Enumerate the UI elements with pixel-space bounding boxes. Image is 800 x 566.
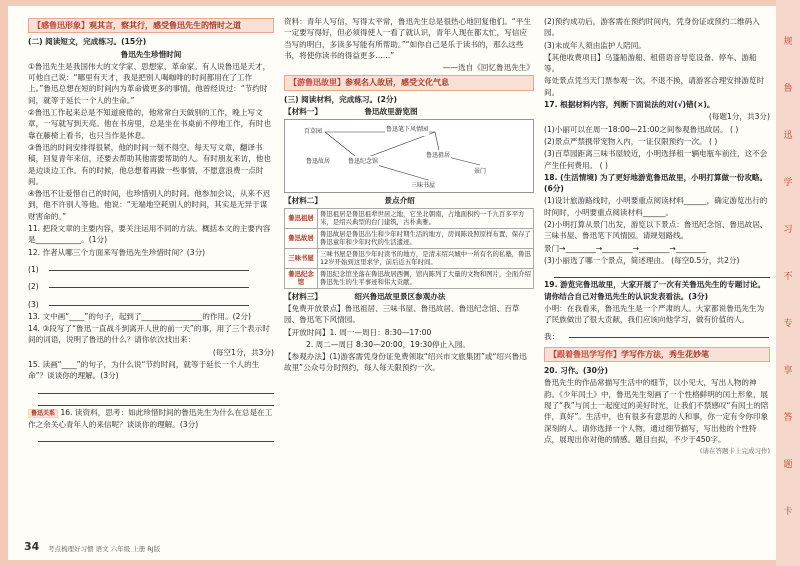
article-paragraph: ②鲁迅工作起来总是不知道疲倦的，他常常白天做别的工作，晚上写文章，一写就写到天亮。他在书房里，总是坐在书桌前不停地工作，有时也靠在藤椅上看书，也只当作是休息。	[28, 108, 271, 140]
material-3-cont: (2)预约成功后，游客需在预约时间内，凭身份证或预约二维码入园。	[544, 17, 760, 38]
map-node: 百草园	[303, 126, 323, 137]
edge-char: 享	[783, 366, 793, 376]
question-12: 12. 作者从哪三个方面来写鲁迅先生珍惜时间？(3分)	[28, 247, 206, 257]
edge-char: 规	[783, 37, 793, 47]
judge-item[interactable]: (3)百草园距离三味书屋较近，小明选择租一辆电瓶车前往，这不会产生任何费用。 ( )	[544, 149, 768, 170]
article-paragraph: ③鲁迅的时间安排得很紧，他的时间一刻不得空。每天写文章，翻译书稿，回复青年来信，还要去帮助其他需要帮助的人。有时朋友来访，他也是边谈边工作。有的时候，他总想着再做一些事情，不愿意浪费一点时间。	[28, 142, 271, 186]
answer-line[interactable]	[38, 383, 274, 394]
spot-desc: 鲁迅祖居是鲁迅祖辈世居之地，它坐北朝南，占地面积约一千九百多平方米，是绍兴典型的台门建筑，古朴典雅。	[318, 208, 534, 228]
article-paragraph: ①鲁迅先生是我国伟大的文学家、思想家、革命家。有人说鲁迅是天才，可他自己说：“哪里有天才，我是把别人喝咖啡的时间都用在了工作上。”鲁迅总想在短的时间内为革命做更多的事情。他曾经说过：“节约时间，就等于延长一个人的生命。”	[28, 61, 271, 105]
spot-name: 鲁迅故居	[285, 228, 318, 248]
question-11: 11. 把段文章的主要内容，要关注运用不同的方法。概括本文的主要内容是____________。(1分)	[28, 224, 271, 245]
spot-name: 鲁迅纪念馆	[285, 268, 318, 288]
worksheet-page	[8, 6, 776, 560]
material-1-label: 【材料一】 鲁迅故里游览图	[284, 107, 418, 117]
edge-char: 专	[783, 319, 793, 329]
table-row	[285, 208, 534, 228]
reading-subheading: (二) 阅读短文，完成练习。(15分)	[28, 37, 147, 47]
writing-footnote: (请在答题卡上完成习作)	[699, 447, 770, 456]
map-node: 鲁迅祖居	[425, 150, 451, 161]
section-header-visit-hometown: 【游鲁迅故里】参观名人故居，感受文化气息	[284, 75, 534, 90]
material-3-line: 2. 周二—周日 8:30—20:00，19:30停止入园。	[306, 339, 471, 349]
section-header-writing: 【跟着鲁迅学写作】学写作方法，秀生花妙笔	[544, 347, 770, 362]
table-row	[285, 268, 534, 288]
discussion-answer[interactable]: 我：	[544, 326, 770, 342]
edge-char: 不	[783, 272, 793, 282]
map-node: 鲁迅笔下风情园	[385, 124, 429, 135]
page-footer: 考点梳理好习惯 语文 六年级 上册 RJ版	[48, 545, 161, 553]
question-17: 17. 根据材料内容，判断下面说法的对(√)错(×)。	[544, 100, 715, 110]
spot-desc: 鲁迅纪念馆坐落在鲁迅故居西侧，馆内陈列了大量的文物和图片，全面介绍鲁迅先生的生平事迹和伟大贡献。	[318, 268, 534, 288]
question-14: 14. ③段写了“鲁迅一直战斗到离开人世的前一天”的事，用了三个表示时间的词语，说明了鲁迅的什么？请你依次找出来：	[28, 324, 270, 345]
page-edge-strip	[776, 0, 800, 566]
article-paragraph: ④鲁迅不让爱惜自己的时间，也珍惜别人的时间。他参加会议，从来不迟到，他不许别人等他。他说：“无端地空耗别人的时间，其实是无异于谋财害命的。”	[28, 189, 271, 221]
answer-line[interactable]: (2)	[28, 276, 274, 292]
question-16: 鲁迅关系 16. 读资料，思考：如此珍惜时间的鲁迅先生为什么在总是在工作之余关心青年人的来信呢？谈谈你的理解。(3分)	[28, 407, 273, 429]
page-number: 34	[24, 540, 40, 553]
question-18-3: (3)小丽选了哪一个景点，简述理由。 (每空0.5分，共2分)	[544, 255, 740, 265]
table-row	[285, 248, 534, 268]
answer-line[interactable]: (1)	[28, 259, 274, 275]
judge-item[interactable]: (1)小丽可以在周一18:00—21:00之间参观鲁迅故居。 ( )	[544, 124, 739, 134]
question-20: 20. 习作。(30分)	[544, 366, 608, 376]
tour-map	[284, 119, 534, 193]
question-17-score: (每题1分，共3分)	[708, 112, 770, 122]
material-3-label: 【材料三】 绍兴鲁迅故里景区参观办法	[284, 291, 446, 301]
question-18-1[interactable]: (1)设计旅游路线时，小明要重点阅读材料______，确定游览出行的时间时，小明要重点阅读材料______。	[544, 196, 768, 217]
spot-name: 三味书屋	[285, 248, 318, 268]
question-13: 13. 文中画“____”的句子，起到了________________的作用。(2分)	[28, 311, 251, 321]
material-3-line: 【开放时间】1. 周一—周日：8:30—17:00	[284, 327, 432, 337]
middle-column	[284, 16, 534, 556]
material-3-cont: 【其他收费项目】乌篷船游船、租借语音导览设备、停车、游船等。	[544, 52, 757, 74]
map-node: 鲁迅纪念馆	[347, 156, 379, 167]
discussion-text: 小明：在我看来，鲁迅先生是一个严肃的人。大家都说鲁迅先生为了民族做出了很大贡献，我们应该向他学习，做有价值的人。	[544, 303, 765, 325]
edge-char: 习	[783, 225, 793, 235]
answer-line[interactable]	[554, 267, 770, 278]
reading-subheading: (三) 阅读材料，完成练习。(2分)	[284, 94, 397, 104]
map-node: 鲁迅故居	[305, 156, 331, 167]
spots-table	[284, 208, 534, 289]
question-15: 15. 读画“____”的句子，为什么说“节约时间，就等于延长一个人的生命”？谈谈你的理解。(3分)	[28, 360, 260, 381]
answer-line[interactable]	[38, 395, 274, 406]
answer-line[interactable]	[38, 431, 274, 442]
question-18-2: (2)小明打算从景门出发，游览以下景点：鲁迅纪念馆、鲁迅故居、三味书屋、鲁迅笔下风情园。请规划路线。	[544, 220, 768, 241]
judge-item[interactable]: (2)景点严禁携带宠物入内，一证仅限预约一次。 ( )	[544, 136, 718, 146]
edge-char: 题	[783, 460, 793, 470]
route-answer-line[interactable]: 景门→________→________→________→________	[544, 243, 707, 253]
material-2-label: 【材料二】 景点介绍	[284, 196, 415, 206]
question-19: 19. 游览完鲁迅故里，大家开展了一次有关鲁迅先生的专题讨论。请你结合自己对鲁迅先生的认识发表看法。(3分)	[544, 280, 766, 301]
edge-char: 迅	[783, 131, 793, 141]
map-node: 三味书屋	[410, 180, 436, 191]
map-node: 景门	[473, 166, 487, 177]
edge-char: 卡	[783, 507, 793, 517]
material-3-cont: 每处景点凭当天门票参观一次，不退不换，请游客合理安排游览时间。	[544, 76, 765, 97]
edge-char: 鲁	[783, 84, 793, 94]
question-18: 18. (生活情境) 为了更好地游览鲁迅故里，小明打算做一份攻略。(6分)	[544, 172, 768, 194]
edge-char: 答	[783, 413, 793, 423]
right-column	[544, 16, 770, 556]
reading-note: 资料：青年人写信，写得太平常，鲁迅先生总是很热心地回复他们。“平生一定要写得好，但必须得使人一看了就认识，青年人现在都太忙，写信应当写的明白，多读多写能有所帮助。”“如你自己是乐于读书的，那么这些书，将使你读书的得益更多……”	[284, 17, 531, 60]
edge-char: 学	[783, 178, 793, 188]
spot-desc: 鲁迅故居是鲁迅出生和少年时期生活的地方，房间陈设照原样布置，保存了鲁迅童年和少年时代的生活遗迹。	[318, 228, 534, 248]
material-3-line: 【参观办法】(1)游客需凭身份证免费领取“绍兴市文旅集团”或“绍兴鲁迅故里”公众号分时预约，每人每天限预约一次。	[284, 352, 527, 373]
section-header-lu-xun-image: 【感鲁迅形象】观其言，察其行，感受鲁迅先生的惜时之道	[28, 18, 274, 33]
reading-source: ——选自《回忆鲁迅先生》	[442, 63, 534, 73]
question-14-score: (每空1分，共3分)	[212, 347, 274, 357]
spot-desc: 三味书屋是鲁迅少年时读书的地方，是清末绍兴城中一所有名的私塾，鲁迅12岁开始到这里求学，前后近五年时间。	[318, 248, 534, 268]
question-16-tag: 鲁迅关系	[28, 409, 58, 418]
left-column	[28, 16, 274, 536]
material-3-cont: (3)未成年人须由监护人陪同。	[544, 40, 646, 50]
article-title: 鲁迅先生珍惜时间	[120, 49, 182, 59]
spot-name: 鲁迅祖居	[285, 208, 318, 228]
table-row	[285, 228, 534, 248]
material-3-line: 【免费开放景点】鲁迅祖居、三味书屋、鲁迅故居、鲁迅纪念馆、百草园、鲁迅笔下风情园。	[284, 303, 520, 325]
writing-prompt: 鲁迅先生的作品常描写生活中的细节，以小见大，写出人物的神韵。《少年闰土》中，鲁迅先生刻画了一个性格鲜明的闰土形象，展现了“我”与闰土一起度过的美好时光，让我们不禁感叹“有闰土的陪伴，真好”。生活中，也有很多有意思的人和事，你一定有令你印象深刻的人。请你选择一个人物，通过细节描写，写出他的个性特点，展现出你对他的情感。题目自拟，不少于450字。	[544, 378, 769, 444]
answer-line[interactable]: (3)	[28, 294, 274, 310]
